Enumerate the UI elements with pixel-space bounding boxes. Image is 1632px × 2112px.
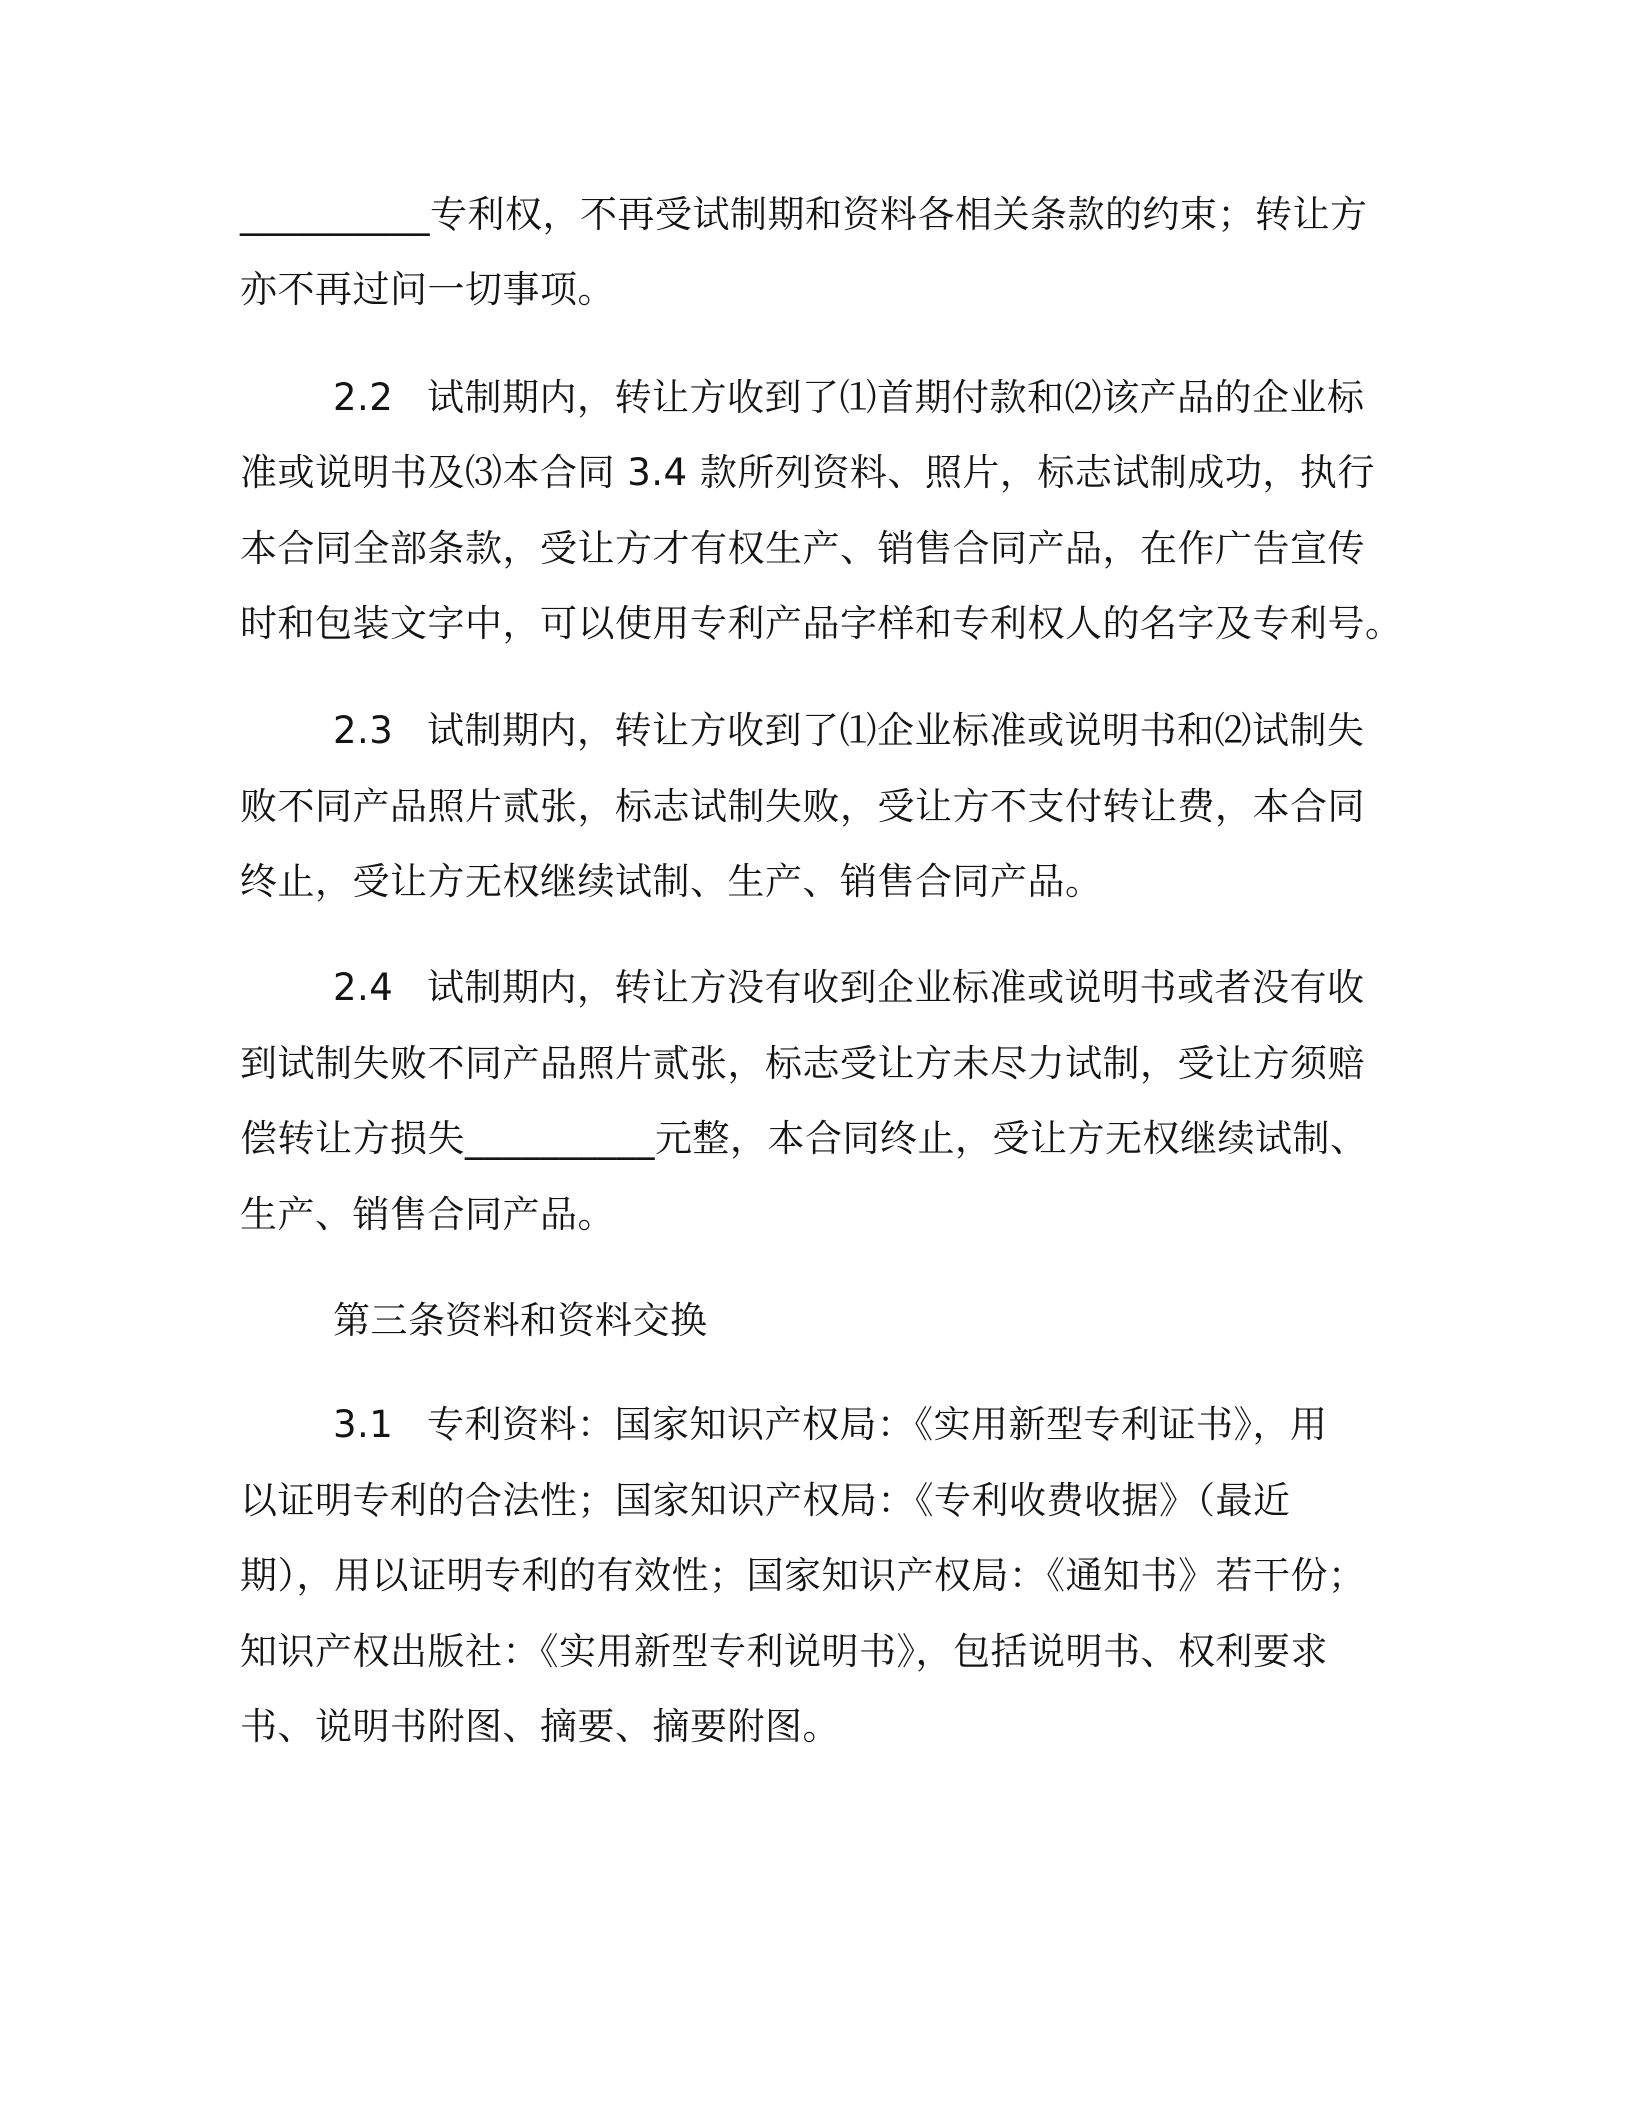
paragraph-line: 败不同产品照片贰张，标志试制失败，受让方不支付转让费，本合同 [240,785,1365,828]
clause-text: 试制期内，转让方没有收到企业标准或说明书或者没有收 [427,966,1365,1009]
paragraph-line: 终止，受让方无权继续试制、生产、销售合同产品。 [240,860,1103,903]
paragraph-line: __________专利权，不再受试制期和资料各相关条款的约束；转让方 [240,193,1368,236]
article-number: 第三条 [333,1299,446,1342]
paragraph-line: 知识产权出版社：《实用新型专利说明书》，包括说明书、权利要求 [240,1630,1328,1673]
clause-text: 试制期内，转让方收到了⑴首期付款和⑵该产品的企业标 [427,376,1365,419]
paragraph-line: 到试制失败不同产品照片贰张，标志受让方未尽力试制，受让方须赔 [240,1042,1365,1085]
paragraph-line: 偿转让方损失__________元整，本合同终止，受让方无权继续试制、 [240,1117,1368,1160]
paragraph-line: 时和包装文字中，可以使用专利产品字样和专利权人的名字及专利号。 [240,602,1403,645]
clause-number: 2.2 [333,376,394,419]
clause-3-1-line [333,1400,1328,1450]
paragraph-line: 生产、销售合同产品。 [240,1193,615,1236]
paragraph-line: 亦不再过问一切事项。 [240,268,615,311]
article-heading [333,1296,708,1346]
clause-2-3-line [333,706,1365,756]
clause-2-4-line [333,963,1365,1013]
paragraph-line: 准或说明书及⑶本合同 3.4 款所列资料、照片，标志试制成功，执行 [240,451,1375,494]
paragraph-line: 本合同全部条款，受让方才有权生产、销售合同产品，在作广告宣传 [240,527,1365,570]
clause-number: 2.3 [333,709,394,752]
clause-2-2-line [333,373,1365,423]
paragraph-line: 以证明专利的合法性；国家知识产权局：《专利收费收据》（最近 [240,1479,1291,1522]
clause-number: 2.4 [333,966,394,1009]
paragraph-line: 期），用以证明专利的有效性；国家知识产权局：《通知书》若干份； [240,1554,1366,1597]
clause-text: 试制期内，转让方收到了⑴企业标准或说明书和⑵试制失 [427,709,1365,752]
clause-number: 3.1 [333,1403,394,1446]
article-title: 资料和资料交换 [445,1299,708,1342]
clause-text: 专利资料：国家知识产权局：《实用新型专利证书》，用 [427,1403,1328,1446]
paragraph-line: 书、说明书附图、摘要、摘要附图。 [240,1705,840,1748]
